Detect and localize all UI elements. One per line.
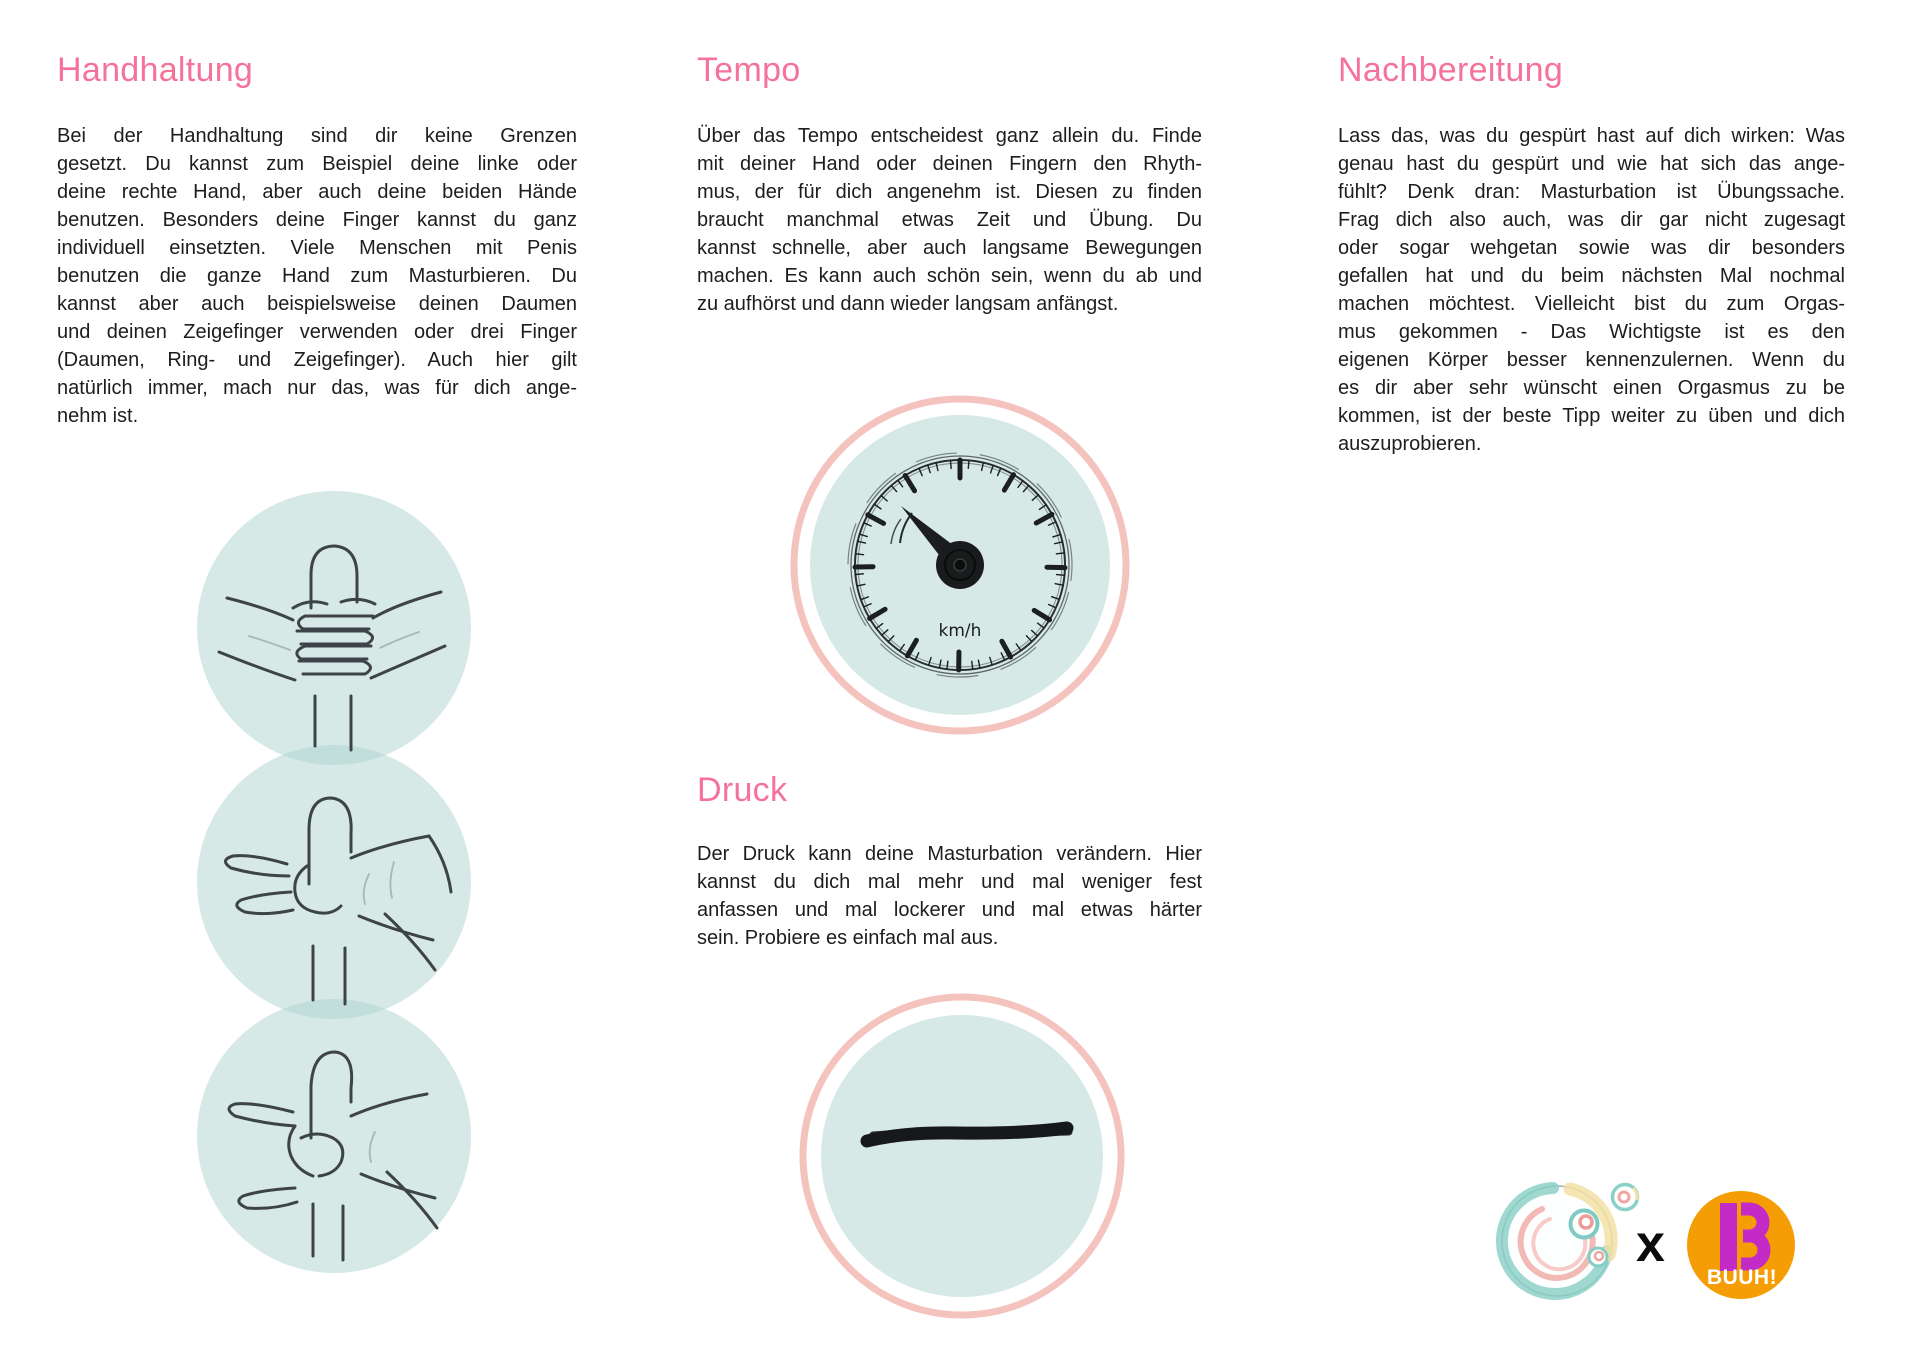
speed-unit-label: km/h: [938, 621, 982, 641]
text-line: kannst schnelle, aber auch langsame Bewegungen: [697, 237, 1202, 259]
text-line: kannst aber auch beispielsweise deinen Daumen: [57, 293, 577, 315]
text-line: Lass das, was du gespürt hast auf dich wirken: Was: [1338, 125, 1845, 147]
mint-circle: [821, 1015, 1103, 1297]
buuh-logo-icon: [1683, 1187, 1799, 1303]
section-title-druck: Druck: [697, 771, 788, 809]
text-line: nehm ist.: [57, 405, 139, 427]
text-line: mit deiner Hand oder deinen Fingern den Rhyth-: [697, 153, 1202, 175]
text-line: individuell einsetzten. Viele Menschen mit Penis: [57, 237, 577, 259]
section-title-tempo: Tempo: [697, 51, 801, 89]
text-line: mus, der für dich angenehm ist. Diesen zu finden: [697, 181, 1202, 203]
text-line: sein. Probiere es einfach mal aus.: [697, 927, 999, 949]
text-line: braucht manchmal etwas Zeit und Übung. Du: [697, 209, 1202, 231]
section-title-nachbereitung: Nachbereitung: [1338, 51, 1564, 89]
text-line: gesetzt. Du kannst zum Beispiel deine linke oder: [57, 153, 577, 175]
paragraph-nachbereitung: [1338, 122, 1845, 458]
text-line: benutzen. Besonders deine Finger kannst du ganz: [57, 209, 577, 231]
text-line: (Daumen, Ring- und Zeigefinger). Auch hier gilt: [57, 349, 577, 371]
text-line: Der Druck kann deine Masturbation verändern. Hier: [697, 843, 1202, 865]
text-line: Frag dich also auch, was dir gar nicht zugesagt: [1338, 209, 1845, 231]
paragraph-tempo: [697, 122, 1202, 318]
text-line: machen möchtest. Vielleicht bist du zum Orgas-: [1338, 293, 1845, 315]
speedometer-illustration: [788, 393, 1132, 737]
text-line: Über das Tempo entscheidest ganz allein du. Finde: [697, 125, 1202, 147]
text-line: genau hast du gespürt und wie hat sich das ange-: [1338, 153, 1845, 175]
text-line: Bei der Handhaltung sind dir keine Grenzen: [57, 125, 577, 147]
text-line: und deinen Zeigefinger verwenden oder drei Finger: [57, 321, 577, 343]
bubbles-logo-icon: [1495, 1175, 1645, 1310]
mint-circle-3: [197, 999, 471, 1273]
text-line: mus gekommen - Das Wichtigste ist es den: [1338, 321, 1845, 343]
collab-x-label: x: [1636, 1215, 1665, 1273]
pressure-illustration: [799, 993, 1125, 1319]
text-line: eigenen Körper besser kennenzulernen. Wenn du: [1338, 349, 1845, 371]
text-line: es dir aber sehr wünscht einen Orgasmus zu be: [1338, 377, 1845, 399]
paragraph-handhaltung: [57, 122, 577, 430]
text-line: kommen, ist der beste Tipp weiter zu üben und dich: [1338, 405, 1845, 427]
text-line: kannst du dich mal mehr und mal weniger fest: [697, 871, 1202, 893]
buuh-logo-text: BUUH!: [1706, 1266, 1778, 1289]
text-line: natürlich immer, mach nur das, was für dich ange-: [57, 377, 577, 399]
text-line: deine rechte Hand, aber auch deine beiden Hände: [57, 181, 577, 203]
text-line: gefallen hat und du beim nächsten Mal nochmal: [1338, 265, 1845, 287]
text-line: machen. Es kann auch schön sein, wenn du ab und: [697, 265, 1202, 287]
text-line: benutzen die ganze Hand zum Masturbieren. Du: [57, 265, 577, 287]
mint-circle-2: [197, 745, 471, 1019]
hand-position-illustrations: [189, 480, 479, 1280]
text-line: anfassen und mal lockerer und mal etwas härter: [697, 899, 1202, 921]
text-line: fühlt? Denk dran: Masturbation ist Übungssache.: [1338, 181, 1845, 203]
section-title-handhaltung: Handhaltung: [57, 51, 254, 89]
text-line: oder sogar wehgetan sowie was dir besonders: [1338, 237, 1845, 259]
paragraph-druck: [697, 840, 1202, 952]
text-line: zu aufhörst und dann wieder langsam anfängst.: [697, 293, 1119, 315]
text-line: auszuprobieren.: [1338, 433, 1482, 455]
